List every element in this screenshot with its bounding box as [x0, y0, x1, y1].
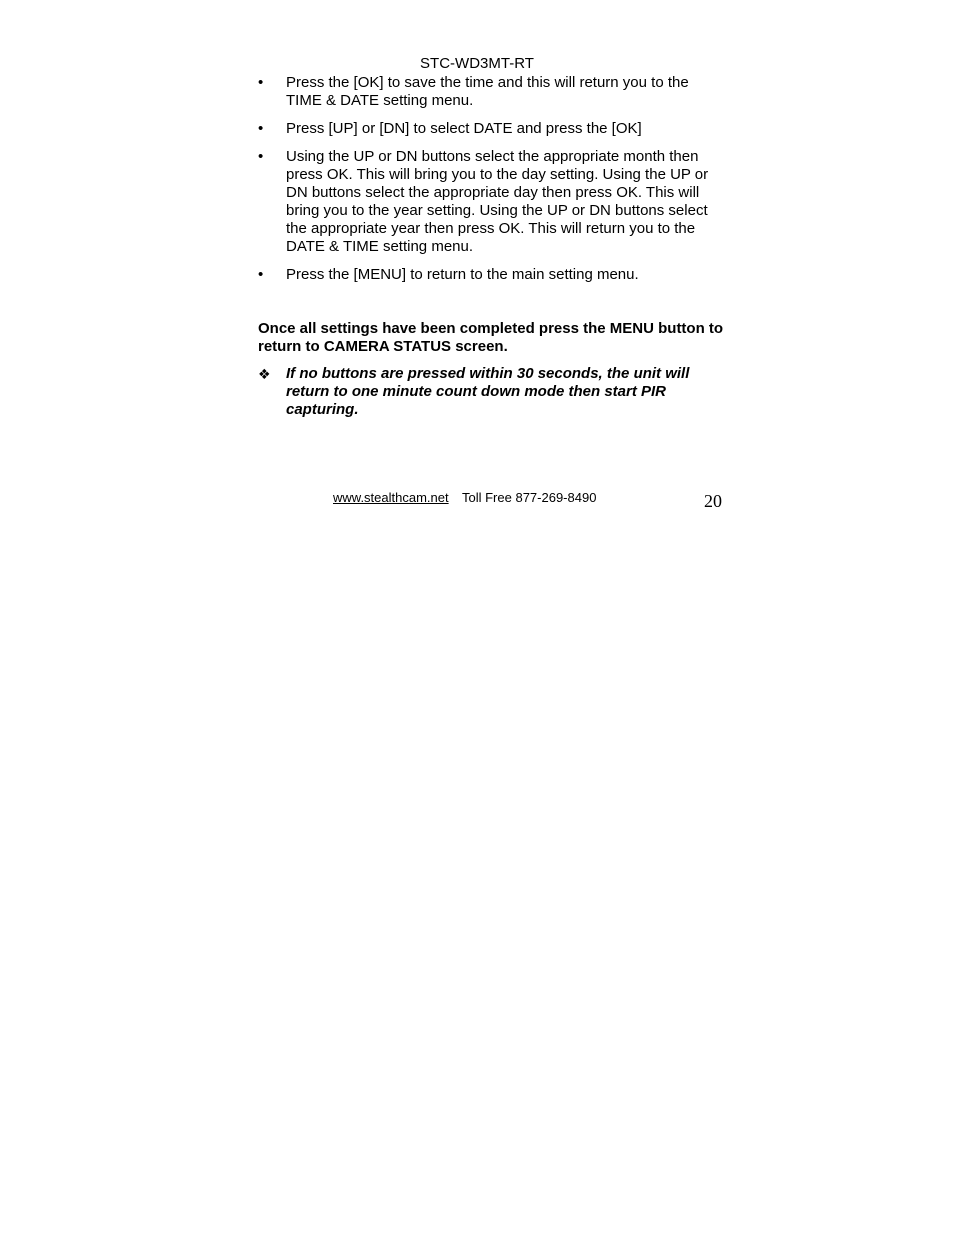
bullet-icon: •	[258, 266, 264, 283]
list-item-text: Using the UP or DN buttons select the appropriate month then press OK. This will bring you to the day setting. Using the UP or DN buttons select the appropriate day then press OK. This will bring you to the year setting. Using the UP or DN buttons select the appropriate year then press OK. This will return you to the DATE & TIME setting menu.	[286, 148, 709, 255]
list-item-text: Press the [OK] to save the time and this will return you to the TIME & DATE setting menu.	[286, 74, 689, 109]
list-item	[258, 148, 726, 256]
list-item	[258, 74, 726, 110]
page-number: 20	[704, 491, 722, 511]
diamond-icon: ❖	[258, 366, 271, 382]
list-item-text: Press [UP] or [DN] to select DATE and press the [OK]	[286, 120, 642, 137]
bullet-icon: •	[258, 120, 264, 137]
list-item	[258, 266, 726, 284]
toll-free-phone: Toll Free 877-269-8490	[462, 490, 597, 505]
page-header-model: STC-WD3MT-RT	[420, 55, 534, 72]
bullet-icon: •	[258, 148, 264, 165]
timeout-warning	[258, 365, 726, 419]
instruction-list	[258, 74, 726, 284]
website-link[interactable]: www.stealthcam.net	[333, 490, 449, 505]
bullet-icon: •	[258, 74, 264, 91]
timeout-warning-text: If no buttons are pressed within 30 seconds, the unit will return to one minute count down mode then start PIR capturing.	[286, 365, 690, 418]
list-item-text: Press the [MENU] to return to the main setting menu.	[286, 266, 639, 283]
list-item	[258, 120, 726, 138]
completion-note: Once all settings have been completed press the MENU button to return to CAMERA STATUS screen.	[258, 320, 724, 355]
manual-content	[258, 74, 726, 419]
